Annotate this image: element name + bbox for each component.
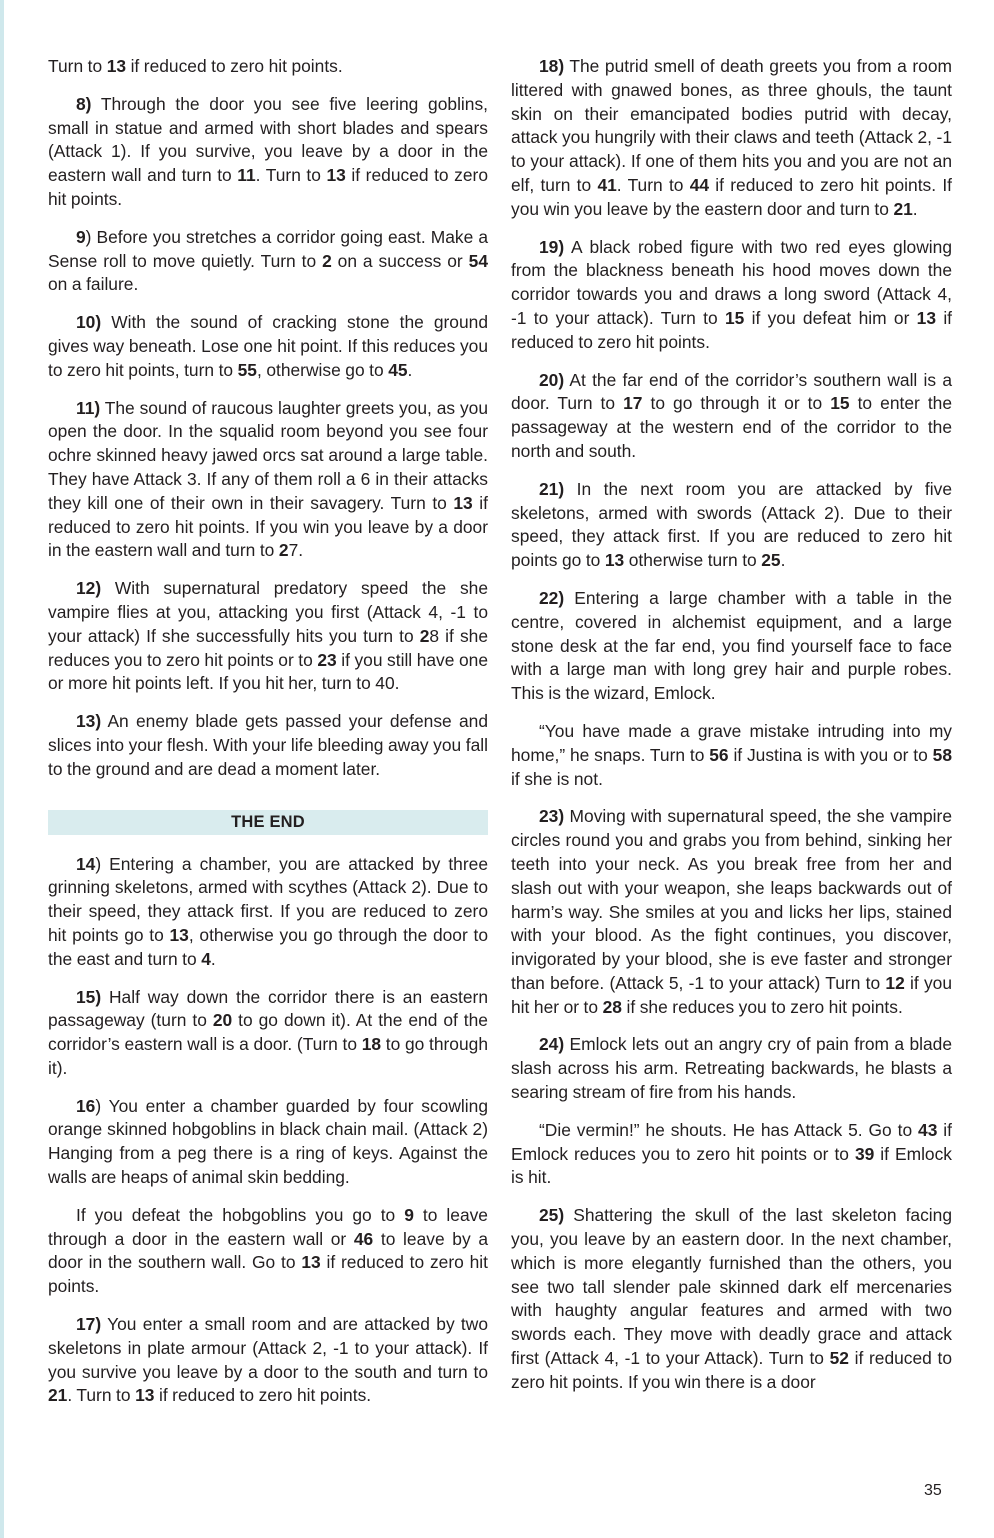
section-reference: 13: [326, 165, 346, 186]
section-reference: 56: [709, 744, 729, 765]
paragraph-text: . Turn to: [255, 165, 327, 186]
paragraph-text: if reduced to zero hit points. If you win you leave by the eastern door and turn to: [511, 174, 952, 219]
section-reference: 19): [539, 236, 565, 257]
paragraph: [511, 55, 952, 222]
section-reference: 14: [76, 853, 96, 874]
section-reference: 22): [539, 587, 565, 608]
paragraph-text: 7.: [288, 540, 304, 561]
paragraph-text: . Turn to: [616, 174, 690, 195]
paragraph: [511, 1033, 952, 1104]
paragraph-text: if reduced to zero hit points. If you win there is a door: [511, 1348, 952, 1392]
section-reference: 2: [278, 540, 289, 561]
paragraph-text: , otherwise you go through the door to the east and turn to: [48, 924, 488, 969]
paragraph-text: The putrid smell of death greets you from a room littered with gnawed bones, as three ghouls, the taunt skin on their emancipated bodies putrid with decay, attack you hungrily with their claws and teeth (Attack 2, -1 to your attack). If one of them hits you and you are not an elf, turn to: [511, 56, 952, 195]
paragraph-text: if reduced to zero hit points.: [511, 307, 953, 352]
section-reference: 52: [829, 1348, 849, 1369]
paragraph-text: If you defeat the hobgoblins you go to: [76, 1204, 405, 1225]
paragraph: [48, 226, 488, 297]
paragraph-text: if Emlock is hit.: [511, 1143, 952, 1188]
paragraph: [48, 1204, 488, 1299]
paragraph-text: Emlock lets out an angry cry of pain from a blade slash across his arm. Retreating backwards, he blasts a searing stream of fire from his hands.: [511, 1034, 952, 1103]
paragraph-text: if you hit her or to: [511, 972, 952, 1017]
paragraph-text: With the sound of cracking stone the ground gives way beneath. Lose one hit point. If this reduces you to zero hit points, turn to: [48, 312, 488, 380]
section-reference: 25: [761, 550, 781, 571]
paragraph-text: to go through it or to: [642, 393, 831, 414]
paragraph: [511, 369, 952, 464]
paragraph-text: ) Before you stretches a corridor going east. Make a Sense roll to move quietly. Turn to: [48, 226, 488, 271]
paragraph-text: Turn to: [48, 56, 107, 76]
section-reference: 13: [916, 307, 937, 328]
paragraph: [511, 1119, 952, 1190]
section-reference: 13: [169, 924, 189, 945]
paragraph-text: on a failure.: [48, 274, 139, 295]
paragraph-text: Moving with supernatural speed, the she vampire circles round you and grabs you from behind, sinking her teeth into your neck. As you break free from her and slash out with your weapon, she leaps backwards out of harm’s way. She smiles at you and licks her lips, stained with your blood. As the fight continues, you discover, invigorated by your blood, she is eve faster and stronger than before. (Attack 5, -1 to your attack) Turn to: [511, 806, 952, 993]
left-paragraphs-lower: [48, 853, 488, 1409]
paragraph: [511, 587, 952, 706]
section-reference: 25): [539, 1205, 565, 1226]
paragraph-text: if she is not.: [511, 768, 603, 789]
paragraph-text: .: [780, 550, 786, 571]
paragraph-text: “You have made a grave mistake intruding into my home,” he snaps. Turn to: [511, 720, 952, 765]
section-reference: 23: [317, 649, 337, 670]
section-reference: 11: [237, 165, 256, 186]
section-reference: 16: [76, 1095, 96, 1116]
paragraph: [48, 853, 488, 972]
paragraph: [48, 93, 488, 212]
section-reference: 20: [212, 1010, 233, 1031]
paragraph: [48, 55, 488, 79]
paragraph-text: if you still have one or more hit points left. If you hit her, turn to 40.: [48, 649, 488, 694]
section-reference: 13: [453, 492, 473, 513]
paragraph-text: if reduced to zero hit points.: [126, 56, 343, 76]
section-reference: 13: [301, 1252, 321, 1273]
section-reference: 20): [539, 369, 565, 390]
page-number: 35: [924, 1482, 942, 1499]
paragraph-text: if reduced to zero hit points.: [48, 165, 488, 209]
section-reference: 17: [623, 393, 643, 414]
section-reference: 21: [893, 198, 913, 219]
paragraph-text: Half way down the corridor there is an eastern passageway (turn to: [48, 986, 488, 1031]
section-reference: 58: [932, 744, 952, 765]
paragraph-text: on a success or: [331, 250, 469, 271]
section-reference: 10): [76, 312, 102, 333]
paragraph: [48, 311, 488, 382]
left-paragraphs: [48, 55, 488, 782]
paragraph-text: Entering a large chamber with a table in the centre, covered in alchemist equipment, and a large stone desk at the far end, you find yourself face to face with a large man with long grey hair and purple robes. This is the wizard, Emlock.: [511, 587, 952, 704]
section-reference: 44: [689, 174, 710, 195]
section-reference: 13: [604, 550, 625, 571]
paragraph-text: if you defeat him or: [744, 307, 917, 328]
paragraph-text: Shattering the skull of the last skeleton facing you, you leave by an eastern door. In the next chamber, which is more elegantly furnished than the others, you see two tall slender pale skinned dark elf mercenaries with haughty angular features and armed with two swords each. They move with deadly grace and attack first (Attack 4, -1 to your Attack). Turn to: [511, 1205, 952, 1369]
section-reference: 18): [539, 56, 565, 76]
section-reference: 13: [106, 56, 127, 76]
paragraph-text: 8 if she reduces you to zero hit points or to: [48, 625, 488, 670]
paragraph-text: . Turn to: [67, 1385, 136, 1406]
paragraph-text: if Justina is with you or to: [728, 744, 933, 765]
paragraph-text: .: [912, 198, 918, 219]
section-reference: 55: [237, 359, 257, 380]
paragraph: [48, 397, 488, 564]
section-reference: 21: [48, 1385, 68, 1406]
paragraph-text: to leave by a door in the southern wall. Go to: [48, 1228, 488, 1273]
section-reference: 11): [76, 397, 101, 418]
paragraph-text: In the next room you are attacked by five skeletons, armed with swords (Attack 2). Due to their speed, they attack first. If you are reduced to zero hit points go to: [511, 478, 952, 571]
paragraph-text: ) You enter a chamber guarded by four scowling orange skinned hobgoblins in black chain mail. (Attack 2) Hanging from a peg there is a ring of keys. Against the walls are heaps of animal skin bedding.: [48, 1095, 488, 1188]
paragraph-text: ) Entering a chamber, you are attacked by three grinning skeletons, armed with scythes (Attack 2). Due to their speed, they attack first. If you are reduced to zero hit points go to: [48, 853, 488, 945]
paragraph-text: otherwise turn to: [624, 550, 762, 571]
paragraph-text: to go through it).: [48, 1034, 488, 1078]
paragraph-text: if she reduces you to zero hit points.: [621, 996, 903, 1017]
paragraph-text: You enter a small room and are attacked by two skeletons in plate armour (Attack 2, -1 to your attack). If you survive you leave by a door to the south and turn to: [48, 1314, 488, 1382]
paragraph-text: if reduced to zero hit points.: [48, 1252, 488, 1297]
right-column: [511, 55, 952, 1409]
paragraph: [48, 577, 488, 696]
section-reference: 8): [76, 93, 92, 114]
section-reference: 2: [419, 625, 430, 646]
paragraph-text: “Die vermin!” he shouts. He has Attack 5. Go to: [539, 1119, 919, 1140]
section-reference: 13: [135, 1385, 155, 1406]
paragraph-text: if Emlock reduces you to zero hit points or to: [511, 1119, 952, 1164]
the-end-banner: THE END: [48, 810, 488, 835]
page-edge-strip: [0, 0, 4, 1538]
section-reference: 4: [201, 948, 211, 969]
right-paragraphs: [511, 55, 952, 1395]
section-reference: 15: [830, 393, 850, 414]
section-reference: 9: [404, 1204, 414, 1225]
paragraph: [511, 720, 952, 791]
paragraph-text: With supernatural predatory speed the she vampire flies at you, attacking you first (Attack 4, -1 to your attack) If she successfully hits you turn to: [48, 578, 488, 646]
section-reference: 46: [353, 1228, 374, 1249]
paragraph: [511, 478, 952, 573]
paragraph: [48, 1313, 488, 1408]
section-reference: 2: [322, 250, 332, 271]
section-reference: 43: [918, 1119, 938, 1140]
section-reference: 54: [468, 250, 488, 271]
paragraph-text: to leave through a door in the eastern wall or: [48, 1204, 488, 1249]
section-reference: 18: [361, 1034, 382, 1055]
section-reference: 45: [388, 359, 408, 380]
paragraph-text: .: [407, 359, 413, 380]
paragraph-text: Through the door you see five leering goblins, small in statue and armed with short blades and spears (Attack 1). If you survive, you leave by a door in the eastern wall and turn to: [48, 93, 488, 186]
paragraph: [48, 710, 488, 781]
section-reference: 17): [76, 1314, 102, 1335]
section-reference: 12: [885, 972, 905, 993]
section-reference: 23): [539, 806, 565, 827]
paragraph-text: if reduced to zero hit points. If you win you leave by a door in the eastern wall and turn to: [48, 492, 488, 561]
paragraph: [511, 236, 952, 355]
paragraph: [48, 986, 488, 1081]
paragraph-text: .: [210, 948, 216, 969]
paragraph: [511, 805, 952, 1019]
paragraph-text: to enter the passageway at the western end of the corridor to the north and south.: [511, 393, 952, 461]
section-reference: 15): [76, 986, 102, 1007]
paragraph-text: , otherwise go to: [256, 359, 389, 380]
section-reference: 15: [724, 307, 745, 328]
paragraph: [48, 1095, 488, 1190]
section-reference: 13): [76, 711, 102, 732]
paragraph: [511, 1204, 952, 1394]
paragraph-text: to go down it). At the end of the corridor’s eastern wall is a door. (Turn to: [48, 1010, 488, 1055]
left-column: [48, 55, 488, 1422]
section-reference: 39: [854, 1143, 875, 1164]
section-reference: 12): [76, 578, 102, 599]
section-reference: 9: [76, 226, 86, 247]
paragraph-text: A black robed figure with two red eyes glowing from the blackness beneath his hood moves down the corridor towards you and draws a long sword (Attack 4, -1 to your attack). Turn to: [511, 236, 952, 328]
paragraph-text: if reduced to zero hit points.: [154, 1385, 372, 1406]
paragraph-text: At the far end of the corridor’s southern wall is a door. Turn to: [511, 369, 952, 414]
paragraph-text: An enemy blade gets passed your defense and slices into your flesh. With your life bleeding away you fall to the ground and are dead a moment later.: [48, 711, 488, 779]
section-reference: 28: [602, 996, 622, 1017]
section-reference: 21): [539, 478, 565, 499]
section-reference: 24): [539, 1034, 565, 1055]
paragraph-text: The sound of raucous laughter greets you, as you open the door. In the squalid room beyond you see four ochre skinned heavy jawed orcs sat around a large table. They have Attack 3. If any of them roll a 6 in their attacks they kill one of their own in their savagery. Turn to: [48, 397, 488, 513]
section-reference: 41: [597, 174, 617, 195]
